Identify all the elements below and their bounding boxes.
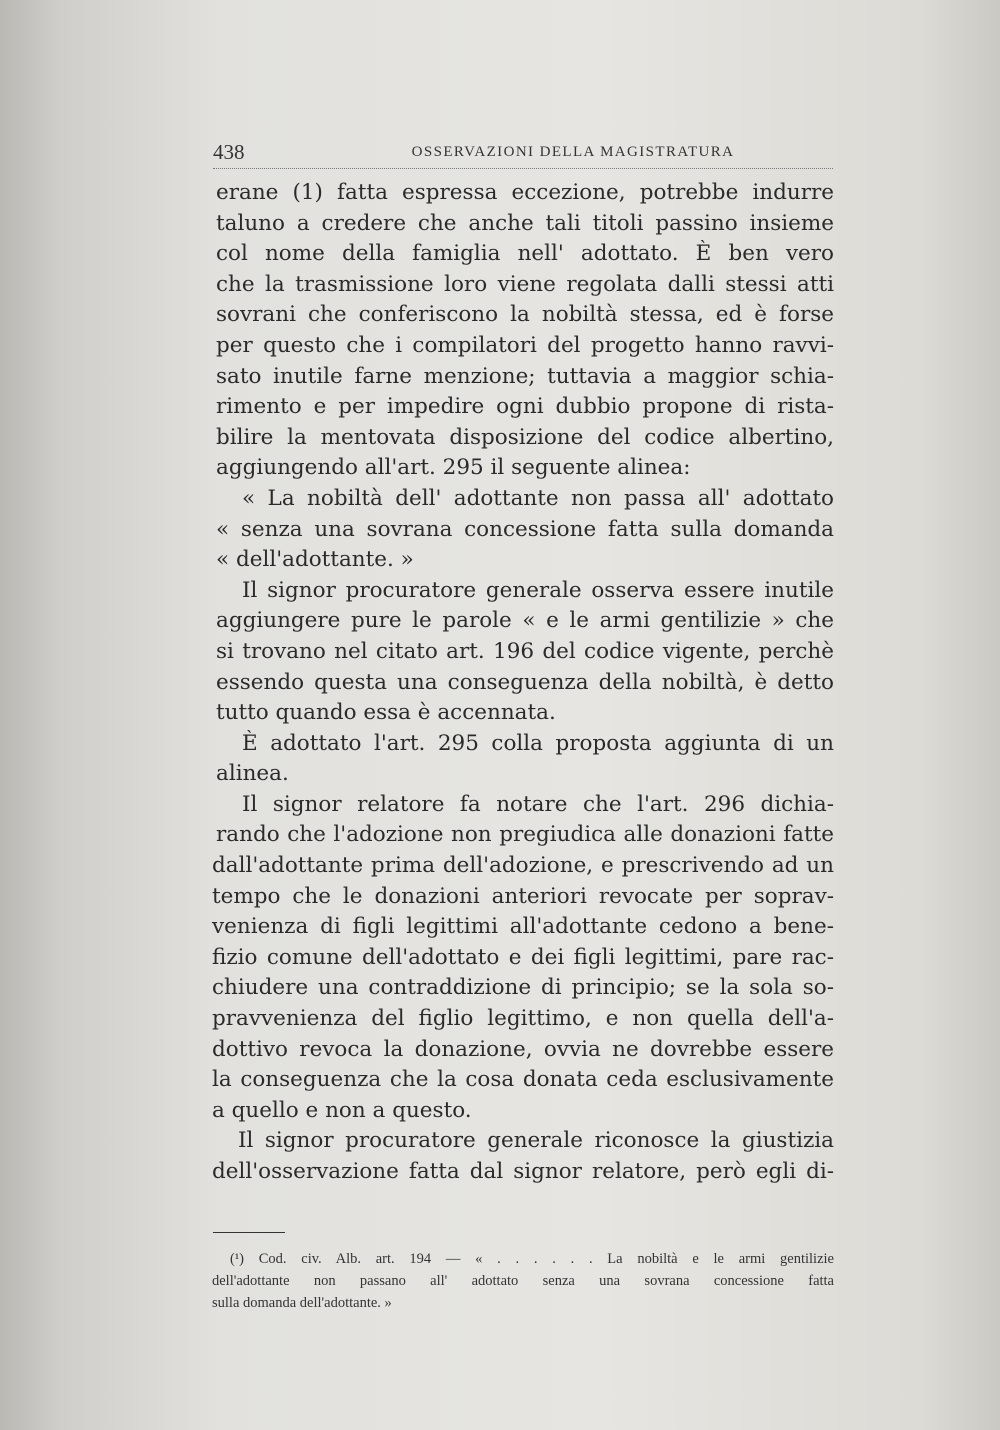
text-line: sato inutile farne menzione; tuttavia a maggior schia- xyxy=(216,363,834,389)
text-line: Il signor procuratore generale osserva essere inutile xyxy=(242,577,834,603)
text-line: fizio comune dell'adottato e dei figli legittimi, pare rac- xyxy=(212,944,834,970)
text-line: bilire la mentovata disposizione del codice albertino, xyxy=(216,424,834,450)
text-line: aggiungere pure le parole « e le armi gentilizie » che xyxy=(216,608,834,634)
body-text xyxy=(212,178,834,1188)
text-line: Il signor procuratore generale riconosce la giustizia xyxy=(238,1128,834,1154)
text-line: taluno a credere che anche tali titoli passino insieme xyxy=(216,210,834,236)
text-line: per questo che i compilatori del progetto hanno ravvi- xyxy=(216,332,834,358)
text-line: tutto quando essa è accennata. xyxy=(216,700,556,726)
text-line: Il signor relatore fa notare che l'art. 296 dichia- xyxy=(242,791,834,817)
text-line: col nome della famiglia nell' adottato. È ben vero xyxy=(216,241,834,267)
text-line: che la trasmissione loro viene regolata dalli stessi atti xyxy=(216,271,834,297)
page-number: 438 xyxy=(213,140,245,164)
text-line: essendo questa una conseguenza della nobiltà, è detto xyxy=(216,669,834,695)
text-line: si trovano nel citato art. 196 del codice vigente, perchè xyxy=(216,638,834,664)
footnote-line: sulla domanda dell'adottante. » xyxy=(212,1295,392,1311)
text-line: È adottato l'art. 295 colla proposta aggiunta di un xyxy=(242,730,834,756)
footnote-line: (¹) Cod. civ. Alb. art. 194 — « . . . . . . La nobiltà e le armi gentilizie xyxy=(230,1251,834,1267)
text-line: venienza di figli legittimi all'adottante cedono a bene- xyxy=(212,914,834,940)
text-line: « dell'adottante. » xyxy=(216,547,414,573)
page-header xyxy=(213,140,833,169)
text-line: aggiungendo all'art. 295 il seguente alinea: xyxy=(216,455,691,481)
footnotes xyxy=(212,1248,834,1314)
text-line: chiudere una contraddizione di principio; se la sola so- xyxy=(212,975,834,1001)
text-line: alinea. xyxy=(216,761,289,787)
footnote-line: dell'adottante non passano all' adottato senza una sovrana concessione fatta xyxy=(212,1273,834,1289)
text-line: dall'adottante prima dell'adozione, e prescrivendo ad un xyxy=(212,853,834,879)
text-line: rando che l'adozione non pregiudica alle donazioni fatte xyxy=(216,822,834,848)
text-line: rimento e per impedire ogni dubbio propone di rista- xyxy=(216,394,834,420)
text-line: erane (1) fatta espressa eccezione, potrebbe indurre xyxy=(216,180,834,205)
text-line: dottivo revoca la donazione, ovvia ne dovrebbe essere xyxy=(212,1036,834,1062)
text-line: pravvenienza del figlio legittimo, e non quella dell'a- xyxy=(212,1006,834,1032)
running-title: OSSERVAZIONI DELLA MAGISTRATURA xyxy=(411,144,735,160)
text-line: tempo che le donazioni anteriori revocate per soprav- xyxy=(212,883,834,909)
text-line: sovrani che conferiscono la nobiltà stessa, ed è forse xyxy=(216,302,834,328)
text-line: la conseguenza che la cosa donata ceda esclusivamente xyxy=(212,1067,834,1093)
footnote-divider xyxy=(213,1232,285,1233)
text-line: dell'osservazione fatta dal signor relatore, però egli di- xyxy=(212,1159,834,1184)
text-line: « senza una sovrana concessione fatta sulla domanda xyxy=(216,516,834,542)
text-line: a quello e non a questo. xyxy=(212,1097,472,1123)
text-line: « La nobiltà dell' adottante non passa all' adottato xyxy=(242,485,834,511)
